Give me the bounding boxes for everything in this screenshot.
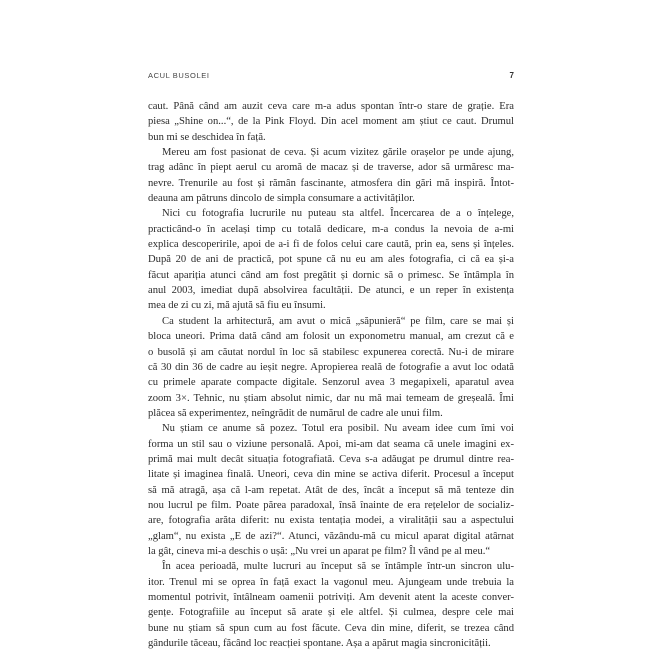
text-line: plăcea să experimentez, neîngrădit de numărul de cadre ale unui film. [148,407,443,419]
text-line: nevre. Trenurile au fost și rămân fascinante, atmosfera din gări mă inspiră. Întot- [148,177,514,189]
paragraph [148,145,514,206]
text-line: bune nu știam să spun cum au fost făcute. Ceva din mine, diferit, se trezea când [148,622,514,634]
text-line: litate și imaginea finală. Uneori, ceva din mine se activa diferit. Procesul a început [148,469,514,481]
text-line: explica descoperirile, apoi de a-i fi de folos celui care caută, prin ea, sens și înțeles. [148,239,514,251]
text-line: Ca student la arhitectură, am avut o mică „săpunieră“ pe film, care se mai și [162,315,514,327]
text-line: Nu știam ce anume să pozez. Totul era posibil. Nu aveam idee cum îmi voi [162,423,514,435]
text-line: că 30 din 36 de cadre au ieșit negre. Apropierea reală de fotografie a avut loc odată [148,361,514,373]
text-line: caut. Până când am auzit ceva care m-a adus spontan într-o stare de grație. Era [148,101,514,112]
text-line: practicând-o în același timp cu totală dedicare, m-a condus la nevoia de a-mi [148,223,514,235]
text-line: Nici cu fotografia lucrurile nu puteau sta altfel. Încercarea de a o înțelege, [162,208,514,220]
paragraph [148,314,514,421]
text-line: anul 2003, imediat după absolvirea facultății. De atunci, e un reper în existența [148,285,514,297]
text-line: „glam“, nu exista „E de azi?“. Atunci, văzându-mă cu micul aparat digital atârnat [148,530,514,542]
text-line: primă mai mult decât situația fotografiată. Ceva s-a adăugat pe drumul dintre rea- [148,453,514,465]
paragraph [148,99,514,145]
text-line: are, fotografia arăta diferit: nu exista tentația modei, a viralității sau a aspectului [148,515,514,527]
text-line: nou lucrul pe film. Poate părea paradoxal, însă înainte de era rețelelor de socializ- [148,499,514,511]
text-line: mea de zi cu zi, mă ajută să fiu eu însumi. [148,300,326,312]
text-line: bun mi se deschidea în față. [148,131,266,143]
text-line: gențe. Fotografiile au început să arate și ele altfel. Și culmea, despre cele mai [148,607,514,619]
text-line: o busolă și am căutat nordul în loc să stabilesc expunerea corectă. Nu-i de mirare [148,346,514,358]
text-line: cu primele aparate compacte digitale. Senzorul avea 3 megapixeli, aparatul avea [148,377,514,389]
text-line: deauna am pătruns dincolo de simpla consumare a activităților. [148,193,415,205]
text-line: După 20 de ani de practică, pot spune că nu eu am ales fotografia, ci că ea și-a [148,254,514,266]
text-line: să mă atragă, așa că l-am repetat. Atât de des, încât a început să mă tenteze din [148,484,514,496]
text-line: gândurile tăceau, făcând loc reacției spontane. Așa a apărut magia sincronicității. [148,638,491,650]
text-line: făcut apariția atunci când am fost pregătit și dornic să o primesc. Se întâmpla în [148,269,514,281]
text-line: itor. Trenul mi se oprea în față exact la vagonul meu. Ajungeam unde trebuia la [148,576,514,588]
text-line: piesa „Shine on...“, de la Pink Floyd. Din acel moment am știut ce caut. Drumul [148,116,514,128]
text-line: trag adânc în piept aerul cu aromă de macaz și de traverse, ador să urmăresc ma- [148,162,514,174]
body-text [148,99,514,651]
text-line: zoom 3×. Tehnic, nu știam absolut nimic, dar nu mă mai temeam de greșeală. Îmi [148,392,514,404]
text-line: bloca uneori. Prima dată când am folosit un exponometru manual, am crezut că e [148,331,514,343]
text-line: la gât, cineva mi-a deschis o ușă: „Nu vrei un aparat pe film? Îl vând pe al meu.“ [148,545,491,557]
text-line: forma un stil sau o viziune personală. Apoi, mi-am dat seama că unele imagini ex- [148,438,514,450]
text-line: Mereu am fost pasionat de ceva. Și acum vizitez gările orașelor pe unde ajung, [162,147,514,159]
running-head [148,71,514,83]
page-number: 7 [509,71,514,80]
paragraph [148,559,514,651]
paragraph [148,421,514,559]
running-title: ACUL BUSOLEI [148,71,210,80]
text-line: În acea perioadă, multe lucruri au început să se întâmple într-un sincron ulu- [162,561,514,573]
paragraph [148,206,514,313]
text-line: momentul potrivit, întâlneam oamenii potriviți. Am devenit atent la aceste conver- [148,592,514,603]
